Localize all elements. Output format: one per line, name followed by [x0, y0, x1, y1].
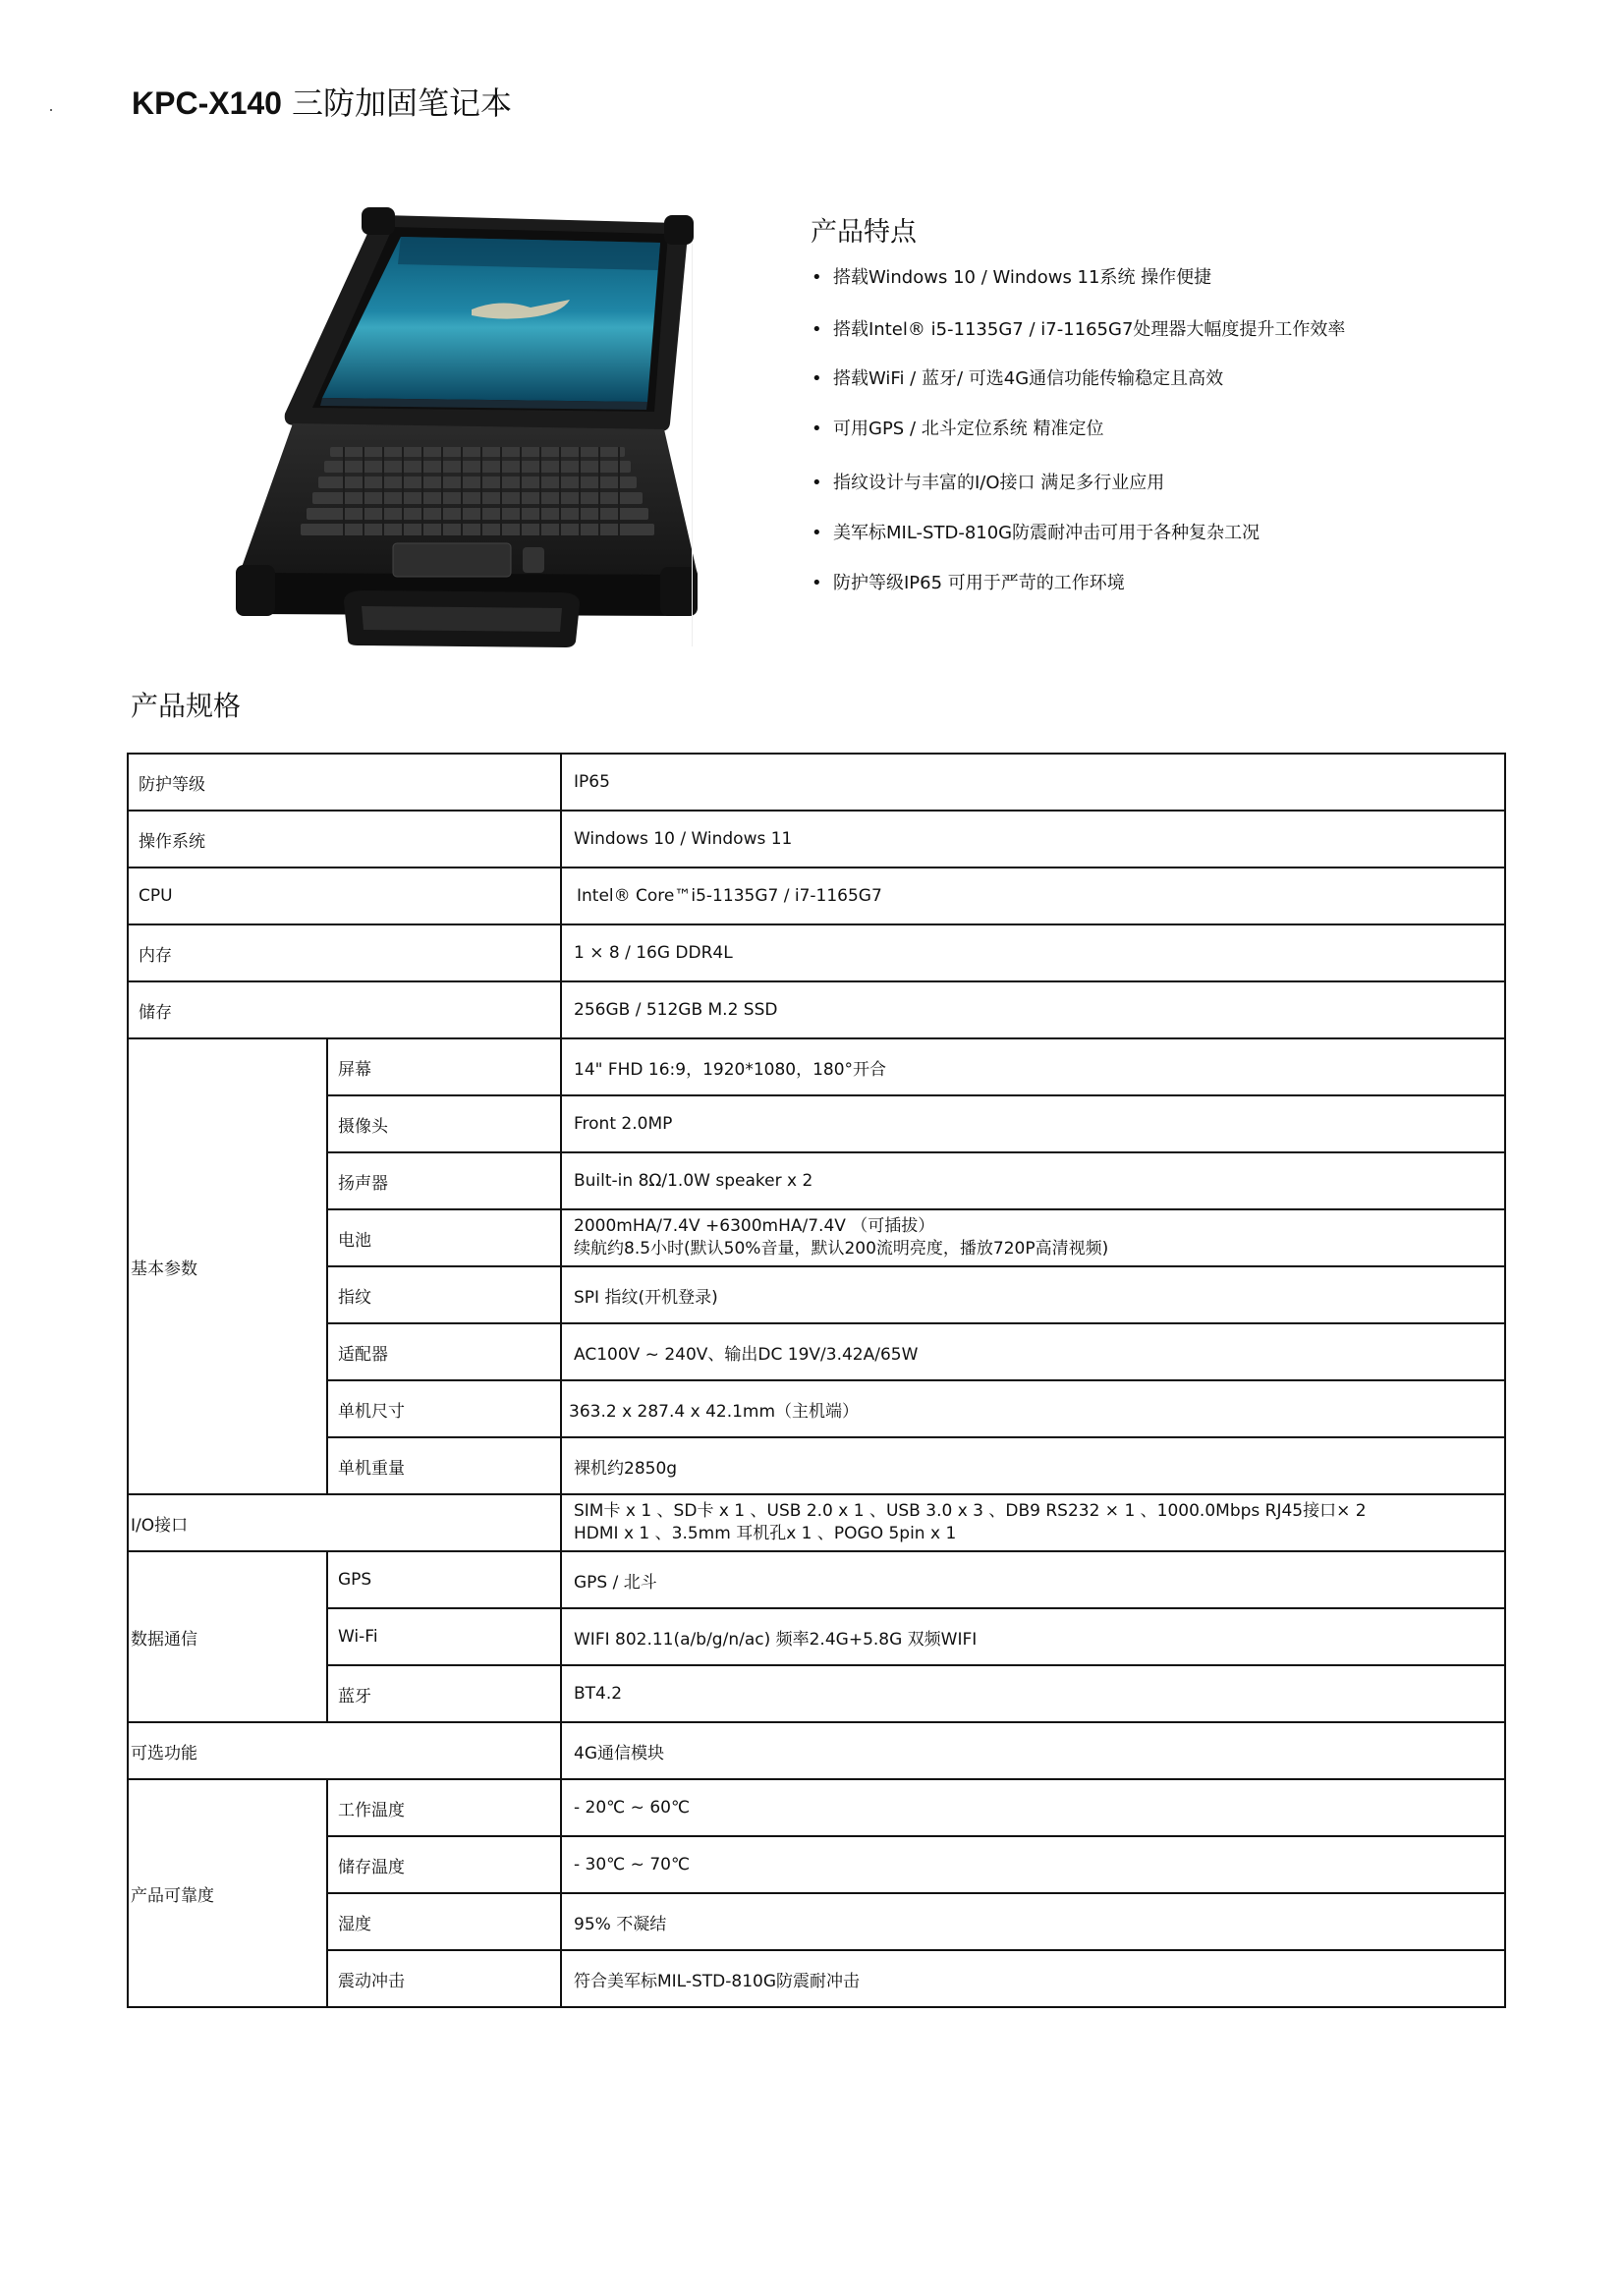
spec-value: Built-in 8Ω/1.0W speaker x 2 [561, 1152, 1505, 1209]
spec-label: 摄像头 [327, 1095, 561, 1152]
spec-group-label: 基本参数 [128, 1038, 327, 1494]
battery-line-2: 续航约8.5小时(默认50%音量，默认200流明亮度，播放720P高清视频) [574, 1239, 1109, 1259]
spec-table [127, 753, 1506, 2008]
spec-value: AC100V ~ 240V、输出DC 19V/3.42A/65W [561, 1323, 1505, 1380]
table-row [128, 1722, 1505, 1779]
bullet-icon: • [812, 523, 822, 543]
table-row [128, 1836, 1505, 1893]
spec-value: Intel® Core™i5-1135G7 / i7-1165G7 [561, 868, 1505, 924]
spec-value: 256GB / 512GB M.2 SSD [561, 981, 1505, 1038]
spec-title: 产品规格 [131, 690, 242, 722]
table-row [128, 868, 1505, 924]
spec-label: 内存 [128, 924, 561, 981]
bullet-icon: • [812, 267, 822, 288]
spec-label: 防护等级 [128, 754, 561, 811]
table-row [128, 1950, 1505, 2007]
table-row [128, 1038, 1505, 1095]
spec-value: SPI 指纹(开机登录) [561, 1266, 1505, 1323]
feature-item: • 可用GPS / 北斗定位系统 精准定位 [812, 419, 1104, 439]
spec-value: - 20℃ ~ 60℃ [561, 1779, 1505, 1836]
spec-label: 可选功能 [128, 1722, 561, 1779]
bullet-icon: • [812, 368, 822, 389]
spec-label: 储存 [128, 981, 561, 1038]
model-name: KPC-X140 [132, 85, 282, 121]
bullet-icon: • [812, 419, 822, 439]
feature-item: • 指纹设计与丰富的I/O接口 满足多行业应用 [812, 473, 1165, 493]
table-row [128, 1437, 1505, 1494]
product-name: 三防加固笔记本 [291, 84, 512, 122]
spec-label: 湿度 [327, 1893, 561, 1950]
table-row [128, 981, 1505, 1038]
spec-label: GPS [327, 1551, 561, 1608]
table-row [128, 1551, 1505, 1608]
table-row [128, 1779, 1505, 1836]
spec-label: 单机尺寸 [327, 1380, 561, 1437]
table-row [128, 1323, 1505, 1380]
battery-line-1: 2000mHA/7.4V +6300mHA/7.4V （可插拔） [574, 1216, 935, 1236]
spec-label: I/O接口 [128, 1494, 561, 1551]
table-row [128, 1152, 1505, 1209]
feature-item: • 防护等级IP65 可用于严苛的工作环境 [812, 573, 1125, 593]
spec-value: GPS / 北斗 [561, 1551, 1505, 1608]
spec-value [561, 1209, 1505, 1266]
spec-label: 震动冲击 [327, 1950, 561, 2007]
spec-label: 指纹 [327, 1266, 561, 1323]
io-line-2: HDMI x 1 、3.5mm 耳机孔x 1 、POGO 5pin x 1 [574, 1524, 957, 1543]
spec-label: CPU [128, 868, 561, 924]
table-row [128, 1494, 1505, 1551]
table-row [128, 1665, 1505, 1722]
bullet-icon: • [812, 319, 822, 340]
spec-value: 14" FHD 16:9，1920*1080，180°开合 [561, 1038, 1505, 1095]
spec-label: 蓝牙 [327, 1665, 561, 1722]
feature-item: • 搭载Windows 10 / Windows 11系统 操作便捷 [812, 267, 1212, 288]
table-row [128, 1209, 1505, 1266]
spec-value: 4G通信模块 [561, 1722, 1505, 1779]
feature-item: • 搭载WiFi / 蓝牙/ 可选4G通信功能传输稳定且高效 [812, 368, 1224, 389]
laptop-photo [236, 201, 698, 648]
spec-label: 扬声器 [327, 1152, 561, 1209]
table-row [128, 1608, 1505, 1665]
table-row [128, 924, 1505, 981]
spec-value: 95% 不凝结 [561, 1893, 1505, 1950]
spec-group-label: 产品可靠度 [128, 1779, 327, 2007]
page-title [132, 79, 512, 124]
table-row [128, 1095, 1505, 1152]
spec-value: IP65 [561, 754, 1505, 811]
spec-label: 储存温度 [327, 1836, 561, 1893]
features-title: 产品特点 [811, 217, 917, 248]
table-row [128, 1380, 1505, 1437]
spec-value: WIFI 802.11(a/b/g/n/ac) 频率2.4G+5.8G 双频WIFI [561, 1608, 1505, 1665]
spec-label: 电池 [327, 1209, 561, 1266]
spec-value: Windows 10 / Windows 11 [561, 811, 1505, 868]
spec-value: - 30℃ ~ 70℃ [561, 1836, 1505, 1893]
spec-value: 裸机约2850g [561, 1437, 1505, 1494]
spec-value: 363.2 x 287.4 x 42.1mm（主机端） [561, 1380, 1505, 1437]
spec-value: 符合美军标MIL-STD-810G防震耐冲击 [561, 1950, 1505, 2007]
feature-item: • 搭载Intel® i5-1135G7 / i7-1165G7处理器大幅度提升工作效率 [812, 319, 1346, 340]
spec-group-label: 数据通信 [128, 1551, 327, 1722]
table-row [128, 1893, 1505, 1950]
spec-value [561, 1494, 1505, 1551]
io-line-1: SIM卡 x 1 、SD卡 x 1 、USB 2.0 x 1 、USB 3.0 x 3 、DB9 RS232 × 1 、1000.0Mbps RJ45接口× 2 [574, 1501, 1367, 1521]
spec-label: 操作系统 [128, 811, 561, 868]
spec-value: Front 2.0MP [561, 1095, 1505, 1152]
spec-label: Wi-Fi [327, 1608, 561, 1665]
table-row [128, 1266, 1505, 1323]
spec-label: 单机重量 [327, 1437, 561, 1494]
spec-label: 适配器 [327, 1323, 561, 1380]
spec-value: 1 × 8 / 16G DDR4L [561, 924, 1505, 981]
spec-label: 工作温度 [327, 1779, 561, 1836]
spec-value: BT4.2 [561, 1665, 1505, 1722]
table-row [128, 754, 1505, 811]
image-divider [692, 244, 693, 646]
feature-item: • 美军标MIL-STD-810G防震耐冲击可用于各种复杂工况 [812, 523, 1260, 543]
table-row [128, 811, 1505, 868]
spec-label: 屏幕 [327, 1038, 561, 1095]
bullet-icon: • [812, 573, 822, 593]
bullet-icon: • [812, 473, 822, 493]
page-mark [50, 109, 52, 111]
